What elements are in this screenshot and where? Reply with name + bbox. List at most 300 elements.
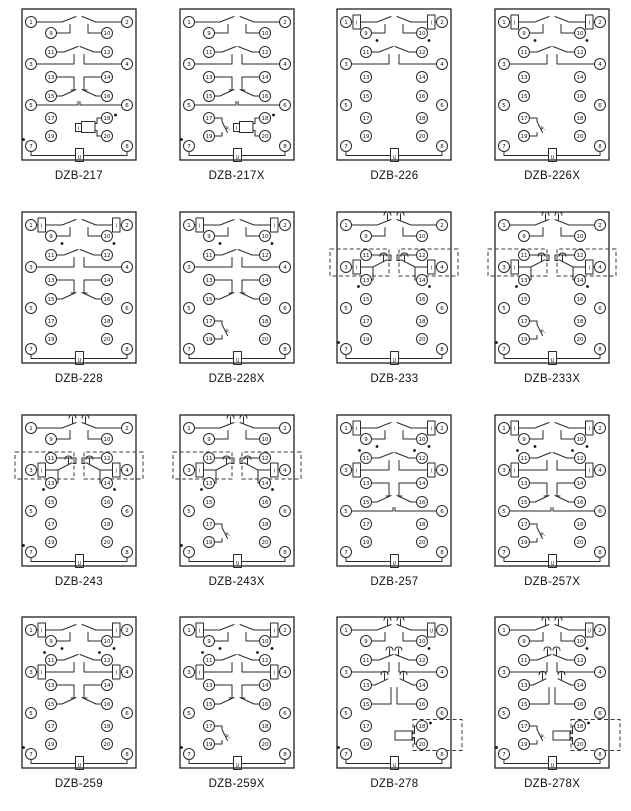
- svg-text:13: 13: [362, 75, 370, 82]
- svg-text:11: 11: [520, 658, 528, 665]
- diagram-cell-dzb-243x: [175, 406, 299, 609]
- svg-text:14: 14: [418, 480, 426, 487]
- svg-text:I: I: [77, 127, 80, 132]
- svg-text:12: 12: [418, 455, 426, 462]
- svg-text:16: 16: [418, 499, 426, 506]
- diagram-label: DZB-217: [54, 170, 103, 182]
- svg-text:U: U: [393, 155, 397, 161]
- svg-text:19: 19: [362, 742, 370, 749]
- svg-text:4: 4: [125, 264, 129, 271]
- svg-text:14: 14: [103, 277, 111, 284]
- svg-text:P-: P-: [540, 126, 546, 133]
- svg-text:14: 14: [261, 277, 269, 284]
- svg-text:17: 17: [362, 318, 370, 325]
- svg-text:9: 9: [206, 233, 211, 240]
- svg-text:20: 20: [576, 539, 584, 546]
- svg-text:10: 10: [418, 31, 426, 38]
- svg-text:1: 1: [344, 425, 349, 432]
- svg-text:U: U: [235, 764, 239, 770]
- svg-text:2: 2: [440, 425, 445, 432]
- svg-text:12: 12: [576, 252, 584, 259]
- svg-text:7: 7: [186, 752, 191, 759]
- svg-text:14: 14: [576, 277, 584, 284]
- svg-text:8: 8: [440, 144, 445, 151]
- svg-text:I: I: [588, 426, 591, 432]
- svg-text:I: I: [514, 426, 516, 432]
- svg-text:2: 2: [440, 628, 445, 635]
- svg-text:16: 16: [576, 702, 584, 709]
- svg-text:9: 9: [364, 639, 369, 646]
- svg-text:4: 4: [440, 62, 445, 69]
- svg-text:9: 9: [364, 436, 369, 443]
- svg-text:14: 14: [261, 480, 269, 487]
- svg-text:1: 1: [186, 20, 191, 27]
- svg-text:15: 15: [47, 94, 55, 101]
- svg-text:8: 8: [598, 752, 602, 759]
- svg-text:6: 6: [598, 103, 602, 110]
- svg-text:15: 15: [520, 499, 528, 506]
- diagram-cell-dzb-243: [17, 406, 141, 609]
- svg-text:2: 2: [125, 20, 129, 27]
- svg-text:10: 10: [418, 639, 426, 646]
- svg-text:6: 6: [598, 711, 602, 718]
- svg-text:18: 18: [418, 521, 426, 528]
- relay-terminal-diagram: [332, 7, 456, 163]
- svg-text:I: I: [356, 468, 358, 474]
- diagram-label: DZB-257: [370, 575, 419, 588]
- svg-text:11: 11: [362, 50, 370, 57]
- svg-text:5: 5: [502, 103, 506, 110]
- relay-terminal-diagram: [175, 7, 299, 163]
- svg-text:I: I: [430, 426, 433, 432]
- svg-text:18: 18: [261, 724, 269, 731]
- svg-text:14: 14: [261, 683, 269, 690]
- svg-text:11: 11: [362, 455, 370, 462]
- diagram-cell-dzb-217: [17, 0, 141, 203]
- svg-text:15: 15: [520, 94, 528, 101]
- svg-text:U: U: [587, 629, 592, 635]
- svg-text:17: 17: [47, 318, 55, 325]
- diagram-label: DZB-226X: [524, 170, 581, 182]
- diagram-cell-dzb-233x: [490, 203, 614, 406]
- svg-text:14: 14: [576, 683, 584, 690]
- svg-text:20: 20: [103, 336, 111, 343]
- svg-text:16: 16: [576, 94, 584, 101]
- svg-text:16: 16: [418, 296, 426, 303]
- svg-text:13: 13: [47, 480, 55, 487]
- svg-text:20: 20: [103, 539, 111, 546]
- svg-text:U: U: [550, 358, 555, 364]
- svg-text:7: 7: [29, 752, 33, 759]
- svg-text:5: 5: [186, 508, 191, 515]
- svg-text:8: 8: [598, 549, 602, 556]
- svg-text:5: 5: [344, 508, 349, 515]
- svg-text:9: 9: [364, 233, 369, 240]
- relay-terminal-diagram: [490, 413, 614, 569]
- svg-text:4: 4: [440, 264, 445, 271]
- svg-text:5: 5: [186, 305, 191, 312]
- diagram-label: DZB-259X: [208, 778, 265, 791]
- diagram-label: DZB-228X: [208, 372, 265, 385]
- svg-text:16: 16: [103, 702, 111, 709]
- svg-text:11: 11: [205, 252, 213, 259]
- svg-text:18: 18: [576, 521, 584, 528]
- svg-text:20: 20: [576, 336, 584, 343]
- svg-text:15: 15: [520, 702, 528, 709]
- svg-text:10: 10: [418, 436, 426, 443]
- svg-text:19: 19: [362, 134, 370, 141]
- svg-text:19: 19: [362, 336, 370, 343]
- svg-text:17: 17: [520, 521, 528, 528]
- svg-text:16: 16: [261, 94, 269, 101]
- diagram-cell-dzb-259x: [175, 608, 299, 811]
- diagram-cell-dzb-226: [332, 0, 456, 203]
- svg-text:19: 19: [47, 336, 55, 343]
- svg-text:P-: P-: [540, 532, 546, 538]
- svg-text:4: 4: [598, 467, 602, 474]
- svg-text:18: 18: [261, 116, 269, 123]
- svg-text:19: 19: [47, 134, 55, 141]
- svg-text:5: 5: [29, 103, 33, 110]
- svg-text:11: 11: [47, 658, 55, 665]
- svg-text:2: 2: [598, 222, 602, 229]
- svg-text:1: 1: [502, 20, 506, 27]
- svg-text:I: I: [273, 671, 275, 677]
- svg-text:19: 19: [520, 336, 528, 343]
- svg-text:19: 19: [205, 134, 213, 141]
- svg-text:P-: P-: [225, 126, 231, 133]
- svg-text:7: 7: [344, 549, 349, 556]
- svg-text:1: 1: [29, 20, 33, 27]
- svg-text:3: 3: [502, 264, 506, 271]
- svg-text:17: 17: [47, 521, 55, 528]
- svg-text:I: I: [588, 468, 591, 474]
- svg-text:5: 5: [344, 711, 349, 718]
- svg-text:U: U: [235, 561, 239, 567]
- svg-text:7: 7: [186, 144, 191, 151]
- svg-text:6: 6: [125, 103, 129, 110]
- svg-text:16: 16: [103, 94, 111, 101]
- svg-text:U: U: [550, 155, 555, 161]
- svg-text:U: U: [393, 358, 397, 364]
- diagram-label: DZB-217X: [208, 170, 265, 182]
- svg-text:8: 8: [125, 346, 129, 353]
- svg-text:15: 15: [205, 296, 213, 303]
- svg-text:13: 13: [47, 277, 55, 284]
- svg-text:13: 13: [205, 683, 213, 690]
- svg-text:11: 11: [47, 252, 55, 259]
- svg-text:16: 16: [261, 296, 269, 303]
- svg-text:10: 10: [576, 31, 584, 38]
- svg-text:10: 10: [103, 31, 111, 38]
- diagram-cell-dzb-259: [17, 608, 141, 811]
- svg-text:18: 18: [103, 724, 111, 731]
- svg-text:1: 1: [186, 222, 191, 229]
- svg-text:5: 5: [502, 305, 506, 312]
- svg-text:3: 3: [344, 670, 349, 677]
- svg-text:6: 6: [440, 103, 445, 110]
- svg-text:2: 2: [282, 628, 287, 635]
- svg-text:6: 6: [440, 508, 445, 515]
- svg-text:2: 2: [598, 628, 602, 635]
- svg-text:1: 1: [344, 222, 349, 229]
- relay-terminal-diagram: [332, 615, 456, 771]
- svg-text:U: U: [393, 561, 397, 567]
- svg-text:6: 6: [282, 305, 287, 312]
- svg-text:16: 16: [418, 702, 426, 709]
- diagram-cell-dzb-217x: [175, 0, 299, 203]
- svg-text:1: 1: [186, 425, 191, 432]
- svg-text:19: 19: [520, 134, 528, 141]
- svg-text:19: 19: [520, 539, 528, 546]
- svg-text:9: 9: [206, 436, 211, 443]
- svg-text:12: 12: [418, 50, 426, 57]
- diagram-cell-dzb-278x: [490, 608, 614, 811]
- diagram-label: DZB-259: [54, 778, 103, 791]
- svg-text:10: 10: [261, 31, 269, 38]
- svg-text:6: 6: [282, 711, 287, 718]
- svg-text:18: 18: [261, 318, 269, 325]
- svg-text:I: I: [430, 266, 433, 272]
- svg-text:20: 20: [103, 742, 111, 749]
- diagram-cell-dzb-226x: [490, 0, 614, 203]
- svg-text:10: 10: [261, 639, 269, 646]
- svg-text:13: 13: [205, 75, 213, 82]
- svg-text:15: 15: [205, 94, 213, 101]
- svg-text:11: 11: [362, 252, 370, 259]
- svg-text:12: 12: [261, 658, 269, 665]
- svg-text:19: 19: [362, 539, 370, 546]
- svg-text:1: 1: [29, 628, 33, 635]
- svg-text:U: U: [235, 155, 239, 161]
- svg-text:7: 7: [186, 346, 191, 353]
- svg-text:16: 16: [576, 296, 584, 303]
- svg-text:I: I: [115, 468, 117, 474]
- svg-text:9: 9: [522, 31, 526, 38]
- svg-text:10: 10: [103, 436, 111, 443]
- svg-text:2: 2: [598, 425, 602, 432]
- svg-text:3: 3: [344, 264, 349, 271]
- svg-text:2: 2: [598, 20, 602, 27]
- svg-text:9: 9: [522, 436, 526, 443]
- svg-text:I: I: [115, 671, 117, 677]
- svg-text:4: 4: [440, 467, 445, 474]
- diagram-label: DZB-243X: [208, 575, 265, 588]
- svg-text:3: 3: [29, 670, 33, 677]
- svg-text:I: I: [356, 426, 358, 432]
- diagram-label: DZB-278X: [524, 778, 581, 791]
- svg-text:6: 6: [125, 305, 129, 312]
- svg-text:9: 9: [206, 639, 211, 646]
- svg-text:10: 10: [103, 639, 111, 646]
- svg-text:I: I: [356, 21, 358, 27]
- svg-text:10: 10: [103, 233, 111, 240]
- svg-text:4: 4: [125, 62, 129, 69]
- svg-text:5: 5: [29, 305, 33, 312]
- svg-text:14: 14: [418, 277, 426, 284]
- svg-text:1: 1: [344, 20, 349, 27]
- svg-text:15: 15: [362, 702, 370, 709]
- svg-text:8: 8: [440, 752, 445, 759]
- svg-text:I: I: [273, 468, 275, 474]
- svg-text:1: 1: [502, 222, 506, 229]
- diagram-cell-dzb-278: [332, 608, 456, 811]
- svg-text:I: I: [430, 468, 433, 474]
- svg-text:I: I: [588, 266, 591, 272]
- svg-text:9: 9: [49, 639, 53, 646]
- svg-text:19: 19: [47, 539, 55, 546]
- svg-text:4: 4: [282, 467, 287, 474]
- svg-text:14: 14: [103, 683, 111, 690]
- svg-text:1: 1: [29, 222, 33, 229]
- svg-text:I: I: [514, 468, 516, 474]
- svg-text:4: 4: [598, 670, 602, 677]
- diagram-label: DZB-257X: [524, 575, 581, 588]
- svg-text:P-: P-: [540, 329, 546, 336]
- svg-text:U: U: [235, 358, 239, 364]
- svg-text:7: 7: [502, 549, 506, 556]
- svg-text:1: 1: [186, 628, 191, 635]
- diagram-label: DZB-243: [54, 575, 103, 588]
- svg-text:5: 5: [186, 711, 191, 718]
- svg-text:17: 17: [205, 724, 213, 731]
- svg-text:8: 8: [125, 144, 129, 151]
- svg-text:19: 19: [205, 742, 213, 749]
- svg-text:3: 3: [186, 467, 191, 474]
- svg-text:7: 7: [29, 144, 33, 151]
- svg-text:2: 2: [282, 425, 287, 432]
- svg-text:14: 14: [103, 75, 111, 82]
- svg-text:15: 15: [362, 94, 370, 101]
- relay-terminal-diagram: [490, 7, 614, 163]
- svg-text:13: 13: [205, 277, 213, 284]
- svg-text:20: 20: [261, 539, 269, 546]
- svg-text:5: 5: [344, 305, 349, 312]
- svg-text:10: 10: [576, 436, 584, 443]
- svg-text:10: 10: [576, 639, 584, 646]
- svg-text:7: 7: [502, 752, 506, 759]
- svg-text:11: 11: [520, 455, 528, 462]
- diagram-cell-dzb-228x: [175, 203, 299, 406]
- svg-text:4: 4: [282, 62, 287, 69]
- relay-terminal-diagram: [490, 615, 614, 771]
- svg-text:20: 20: [261, 336, 269, 343]
- svg-text:14: 14: [576, 480, 584, 487]
- svg-text:9: 9: [49, 233, 53, 240]
- svg-text:8: 8: [598, 144, 602, 151]
- svg-text:I: I: [40, 671, 43, 677]
- svg-text:11: 11: [205, 658, 213, 665]
- svg-text:20: 20: [261, 742, 269, 749]
- svg-text:15: 15: [520, 296, 528, 303]
- svg-text:4: 4: [125, 467, 129, 474]
- svg-text:5: 5: [502, 508, 506, 515]
- svg-text:3: 3: [29, 264, 33, 271]
- svg-text:P-: P-: [225, 532, 231, 538]
- svg-text:2: 2: [125, 222, 129, 229]
- svg-text:2: 2: [440, 20, 445, 27]
- svg-text:12: 12: [576, 455, 584, 462]
- svg-text:3: 3: [344, 62, 349, 69]
- svg-text:5: 5: [502, 711, 506, 718]
- svg-text:18: 18: [576, 724, 584, 731]
- relay-terminal-diagram: [175, 615, 299, 771]
- svg-text:I: I: [514, 21, 516, 27]
- svg-text:17: 17: [205, 521, 213, 528]
- svg-text:17: 17: [47, 116, 55, 123]
- svg-text:I: I: [198, 224, 201, 230]
- svg-text:8: 8: [440, 346, 445, 353]
- svg-text:13: 13: [520, 277, 528, 284]
- svg-text:18: 18: [418, 116, 426, 123]
- svg-text:16: 16: [261, 702, 269, 709]
- svg-text:11: 11: [205, 455, 213, 462]
- svg-text:I: I: [235, 127, 237, 132]
- svg-text:3: 3: [186, 62, 191, 69]
- svg-text:I: I: [514, 266, 516, 272]
- svg-text:20: 20: [418, 134, 426, 141]
- svg-text:6: 6: [125, 508, 129, 515]
- svg-text:13: 13: [47, 75, 55, 82]
- svg-text:3: 3: [502, 62, 506, 69]
- diagram-label: DZB-233X: [524, 372, 581, 385]
- svg-text:U: U: [77, 561, 82, 567]
- svg-text:3: 3: [186, 670, 191, 677]
- svg-text:3: 3: [186, 264, 191, 271]
- svg-text:12: 12: [576, 658, 584, 665]
- svg-text:19: 19: [205, 336, 213, 343]
- svg-text:7: 7: [186, 549, 191, 556]
- svg-text:2: 2: [282, 222, 287, 229]
- svg-text:20: 20: [576, 742, 584, 749]
- svg-text:17: 17: [47, 724, 55, 731]
- diagram-label: DZB-228: [54, 372, 103, 385]
- svg-text:P-: P-: [225, 734, 231, 741]
- relay-terminal-diagram: [332, 210, 456, 366]
- svg-text:12: 12: [103, 252, 111, 259]
- svg-text:5: 5: [29, 508, 33, 515]
- svg-text:8: 8: [282, 144, 287, 151]
- svg-text:17: 17: [520, 318, 528, 325]
- svg-text:14: 14: [418, 683, 426, 690]
- relay-terminal-diagram: [17, 413, 141, 569]
- svg-text:6: 6: [282, 508, 287, 515]
- svg-text:17: 17: [362, 521, 370, 528]
- svg-text:6: 6: [440, 305, 445, 312]
- svg-text:I: I: [430, 21, 433, 27]
- svg-text:8: 8: [282, 346, 287, 353]
- svg-text:11: 11: [520, 50, 528, 57]
- svg-text:2: 2: [125, 425, 129, 432]
- svg-text:5: 5: [29, 711, 33, 718]
- svg-text:1: 1: [29, 425, 33, 432]
- diagram-cell-dzb-257x: [490, 406, 614, 609]
- svg-text:20: 20: [418, 742, 426, 749]
- svg-text:13: 13: [362, 277, 370, 284]
- svg-text:18: 18: [103, 116, 111, 123]
- svg-text:7: 7: [29, 346, 33, 353]
- svg-text:6: 6: [125, 711, 129, 718]
- svg-text:4: 4: [125, 670, 129, 677]
- svg-text:18: 18: [103, 521, 111, 528]
- svg-text:18: 18: [418, 724, 426, 731]
- svg-text:P-: P-: [225, 329, 231, 336]
- svg-text:12: 12: [418, 658, 426, 665]
- svg-text:12: 12: [261, 252, 269, 259]
- svg-text:18: 18: [103, 318, 111, 325]
- svg-text:11: 11: [205, 50, 213, 57]
- svg-text:8: 8: [125, 752, 129, 759]
